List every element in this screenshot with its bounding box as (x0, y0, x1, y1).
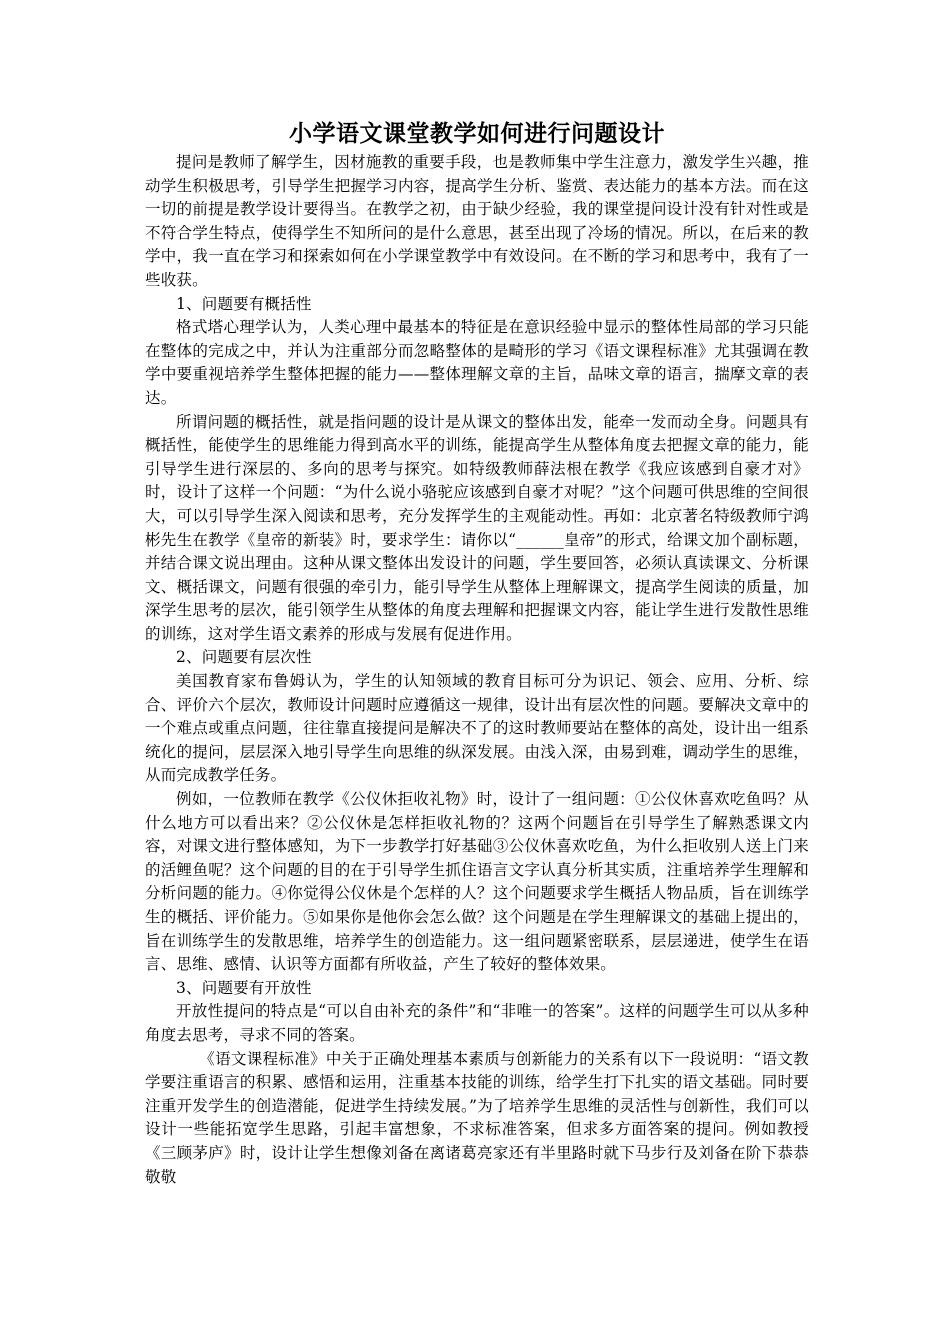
section-3-paragraph-2: 《语文课程标准》中关于正确处理基本素质与创新能力的关系有以下一段说明：“语文教学要注重语言的积累、感悟和运用，注重基本技能的训练，给学生打下扎实的语文基础。同时要注重开发学生的创造潜能，促进学生持续发展。”为了培养学生思维的灵活性与创新性，我们可以设计一些能拓宽学生思路，引起丰富想象，不求标准答案，但求多方面答案的提问。例如教授《三顾茅庐》时，设计让学生想像刘备在离诸葛亮家还有半里路时就下马步行及刘备在阶下恭恭敬敬 (145, 1049, 809, 1186)
section-2-heading: 2、问题要有层次性 (176, 648, 312, 667)
section-1-paragraph-1: 格式塔心理学认为，人类心理中最基本的特征是在意识经验中显示的整体性局部的学习只能在整体的完成之中，并认为注重部分而忽略整体的是畸形的学习《语文课程标准》尤其强调在教学中要重视培养学生整体把握的能力——整体理解文章的主旨，品味文章的语言，揣摩文章的表达。 (145, 318, 809, 407)
section-1-heading: 1、问题要有概括性 (176, 294, 312, 313)
section-2-paragraph-1: 美国教育家布鲁姆认为，学生的认知领域的教育目标可分为识记、领会、应用、分析、综合、评价六个层次，教师设计问题时应遵循这一规律，设计出有层次性的问题。要解决文章中的一个难点或重点问题，往往靠直接提问是解决不了的这时教师要站在整体的高处，设计出一组系统化的提问，层层深入地引导学生向思维的纵深发展。由浅入深，由易到难，调动学生的思维，从而完成教学任务。 (145, 672, 809, 785)
section-3-paragraph-1: 开放性提问的特点是“可以自由补充的条件”和“非唯一的答案”。这样的问题学生可以从多种角度去思考，寻求不同的答案。 (145, 1002, 809, 1044)
section-2-paragraph-2: 例如，一位教师在教学《公仪休拒收礼物》时，设计了一组问题：①公仪休喜欢吃鱼吗？从什么地方可以看出来？②公仪休是怎样拒收礼物的？这两个问题旨在引导学生了解熟悉课文内容，对课文进行整体感知，为下一步教学打好基础③公仪休喜欢吃鱼，为什么拒收别人送上门来的活鲤鱼呢？这个问题的目的在于引导学生抓住语言文字认真分析其实质，注重培养学生理解和分析问题的能力。④你觉得公仪休是个怎样的人？这个问题要求学生概括人物品质，旨在训练学生的概括、评价能力。⑤如果你是他你会怎么做？这个问题是在学生理解课文的基础上提出的，旨在训练学生的发散思维，培养学生的创造能力。这一组问题紧密联系，层层递进，使学生在语言、思维、感情、认识等方面都有所收益，产生了较好的整体效果。 (145, 790, 809, 974)
section-1-paragraph-2: 所谓问题的概括性，就是指问题的设计是从课文的整体出发，能牵一发而动全身。问题具有概括性，能使学生的思维能力得到高水平的训练，能提高学生从整体角度去把握文章的能力，能引导学生进行深层的、多向的思考与探究。如特级教师薛法根在教学《我应该感到自豪才对》时，设计了这样一个问题：“为什么说小骆驼应该感到自豪才对呢？”这个问题可供思维的空间很大，可以引导学生深入阅读和思考，充分发挥学生的主观能动性。再如：北京著名特级教师宁鸿彬先生在教学《皇帝的新装》时，要求学生：请你以“______皇帝”的形式，给课文加个副标题，并结合课文说出理由。这种从课文整体出发设计的问题，学生要回答，必须认真读课文、分析课文、概括课文，问题有很强的牵引力，能引导学生从整体上理解课文，提高学生阅读的质量，加深学生思考的层次，能引领学生从整体的角度去理解和把握课文内容，能让学生进行发散性思维的训练，这对学生语文素养的形成与发展有促进作用。 (145, 412, 809, 643)
document-title: 小学语文课堂教学如何进行问题设计 (289, 121, 665, 147)
intro-paragraph: 提问是教师了解学生，因材施教的重要手段，也是教师集中学生注意力，激发学生兴趣，推动学生积极思考，引导学生把握学习内容，提高学生分析、鉴赏、表达能力的基本方法。而在这一切的前提是教学设计要得当。在教学之初，由于缺少经验，我的课堂提问设计没有针对性或是不符合学生特点，使得学生不知所问的是什么意思，甚至出现了冷场的情况。所以，在后来的教学中，我一直在学习和探索如何在小学课堂教学中有效设问。在不断的学习和思考中，我有了一些收获。 (145, 153, 809, 289)
section-3-heading: 3、问题要有开放性 (176, 978, 312, 997)
document-page (145, 117, 809, 1189)
